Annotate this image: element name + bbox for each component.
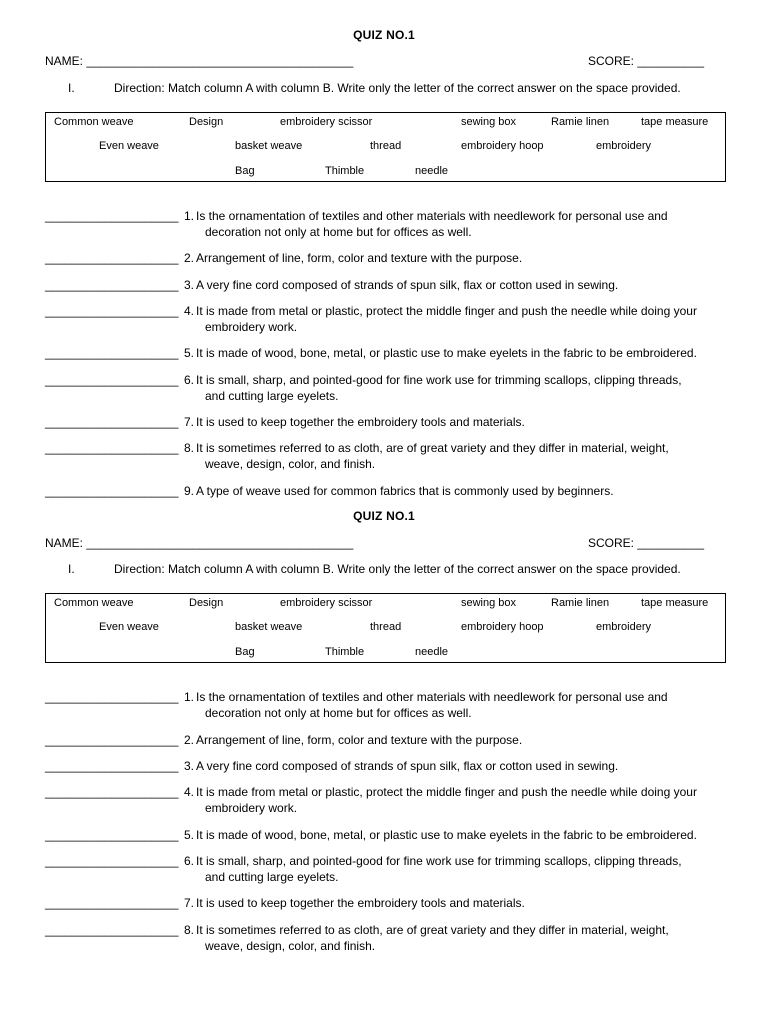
word-bank-item: Bag: [235, 646, 255, 658]
question-text: It is made of wood, bone, metal, or plastic use to make eyelets in the fabric to be embroidered.: [196, 346, 697, 360]
question-text: It is made from metal or plastic, protect the middle finger and push the needle while doing your embroidery work.: [196, 785, 697, 815]
word-bank-item: Thimble: [325, 165, 365, 177]
question-number: 7.: [184, 415, 195, 429]
answer-blank: ____________________: [45, 690, 179, 704]
answer-blank: ____________________: [45, 251, 179, 265]
question-text: A type of weave used for common fabrics that is commonly used by beginners.: [196, 484, 614, 498]
word-bank-box: [45, 593, 726, 663]
word-bank-item: thread: [370, 140, 402, 152]
word-bank-item: Common weave: [54, 597, 134, 609]
word-bank-item: embroidery hoop: [461, 140, 544, 152]
question-text: Is the ornamentation of textiles and other materials with needlework for personal use and decoration not only at home but for offices as well.: [196, 209, 668, 239]
answer-blank: ____________________: [45, 923, 179, 937]
answer-blank: ____________________: [45, 896, 179, 910]
question-text: A very fine cord composed of strands of spun silk, flax or cotton used in sewing.: [196, 278, 619, 292]
word-bank-box: [45, 112, 726, 182]
question-text: It is sometimes referred to as cloth, are of great variety and they differ in material, weight, weave, design, color, and finish.: [196, 923, 669, 953]
name-field: NAME: ________________________________________: [45, 536, 354, 550]
question-number: 8.: [184, 441, 195, 455]
section-number: I.: [68, 562, 75, 576]
word-bank-item: Ramie linen: [551, 116, 610, 128]
answer-blank: ____________________: [45, 759, 179, 773]
question-number: 1.: [184, 209, 195, 223]
quiz-title: QUIZ NO.1: [353, 509, 415, 523]
word-bank-item: sewing box: [461, 116, 517, 128]
direction-text: Direction: Match column A with column B. Write only the letter of the correct answer on the space provided.: [114, 81, 681, 95]
section-number: I.: [68, 81, 75, 95]
word-bank-item: Bag: [235, 165, 255, 177]
question-number: 6.: [184, 854, 195, 868]
word-bank-item: Common weave: [54, 116, 134, 128]
question-text: A very fine cord composed of strands of spun silk, flax or cotton used in sewing.: [196, 759, 619, 773]
word-bank-item: embroidery scissor: [280, 116, 373, 128]
question-text: It is used to keep together the embroidery tools and materials.: [196, 415, 525, 429]
word-bank-item: sewing box: [461, 597, 517, 609]
word-bank-item: needle: [415, 165, 449, 177]
answer-blank: ____________________: [45, 484, 179, 498]
score-field: SCORE: __________: [588, 536, 705, 550]
name-field: NAME: ________________________________________: [45, 54, 354, 68]
answer-blank: ____________________: [45, 346, 179, 360]
word-bank-item: Even weave: [99, 621, 159, 633]
quiz-title: QUIZ NO.1: [353, 28, 415, 42]
question-text: It is small, sharp, and pointed-good for fine work use for trimming scallops, clipping threads, and cutting large eyelets.: [196, 373, 682, 403]
word-bank-item: basket weave: [235, 621, 303, 633]
word-bank-item: Design: [189, 597, 224, 609]
word-bank-item: Thimble: [325, 646, 365, 658]
question-number: 9.: [184, 484, 195, 498]
question-number: 8.: [184, 923, 195, 937]
question-text: Is the ornamentation of textiles and other materials with needlework for personal use and decoration not only at home but for offices as well.: [196, 690, 668, 720]
question-text: It is small, sharp, and pointed-good for fine work use for trimming scallops, clipping threads, and cutting large eyelets.: [196, 854, 682, 884]
answer-blank: ____________________: [45, 304, 179, 318]
question-number: 2.: [184, 733, 195, 747]
question-number: 7.: [184, 896, 195, 910]
question-number: 6.: [184, 373, 195, 387]
word-bank-item: tape measure: [641, 597, 709, 609]
question-number: 5.: [184, 828, 195, 842]
word-bank-item: needle: [415, 646, 449, 658]
question-text: It is used to keep together the embroidery tools and materials.: [196, 896, 525, 910]
word-bank-item: Design: [189, 116, 224, 128]
word-bank-item: embroidery scissor: [280, 597, 373, 609]
question-text: It is made of wood, bone, metal, or plastic use to make eyelets in the fabric to be embroidered.: [196, 828, 697, 842]
answer-blank: ____________________: [45, 415, 179, 429]
question-number: 1.: [184, 690, 195, 704]
word-bank-item: Even weave: [99, 140, 159, 152]
question-number: 2.: [184, 251, 195, 265]
answer-blank: ____________________: [45, 733, 179, 747]
word-bank-item: embroidery: [596, 140, 652, 152]
question-number: 3.: [184, 759, 195, 773]
question-text: Arrangement of line, form, color and texture with the purpose.: [196, 251, 523, 265]
question-number: 4.: [184, 785, 195, 799]
question-text: It is made from metal or plastic, protect the middle finger and push the needle while doing your embroidery work.: [196, 304, 697, 334]
score-field: SCORE: __________: [588, 54, 705, 68]
direction-text: Direction: Match column A with column B. Write only the letter of the correct answer on the space provided.: [114, 562, 681, 576]
question-number: 3.: [184, 278, 195, 292]
word-bank-item: embroidery hoop: [461, 621, 544, 633]
answer-blank: ____________________: [45, 373, 179, 387]
answer-blank: ____________________: [45, 828, 179, 842]
word-bank-item: tape measure: [641, 116, 709, 128]
word-bank-item: embroidery: [596, 621, 652, 633]
answer-blank: ____________________: [45, 441, 179, 455]
answer-blank: ____________________: [45, 278, 179, 292]
answer-blank: ____________________: [45, 854, 179, 868]
word-bank-item: basket weave: [235, 140, 303, 152]
answer-blank: ____________________: [45, 785, 179, 799]
question-number: 4.: [184, 304, 195, 318]
word-bank-item: Ramie linen: [551, 597, 610, 609]
question-text: It is sometimes referred to as cloth, are of great variety and they differ in material, weight, weave, design, color, and finish.: [196, 441, 669, 471]
question-text: Arrangement of line, form, color and texture with the purpose.: [196, 733, 523, 747]
word-bank-item: thread: [370, 621, 402, 633]
answer-blank: ____________________: [45, 209, 179, 223]
question-number: 5.: [184, 346, 195, 360]
